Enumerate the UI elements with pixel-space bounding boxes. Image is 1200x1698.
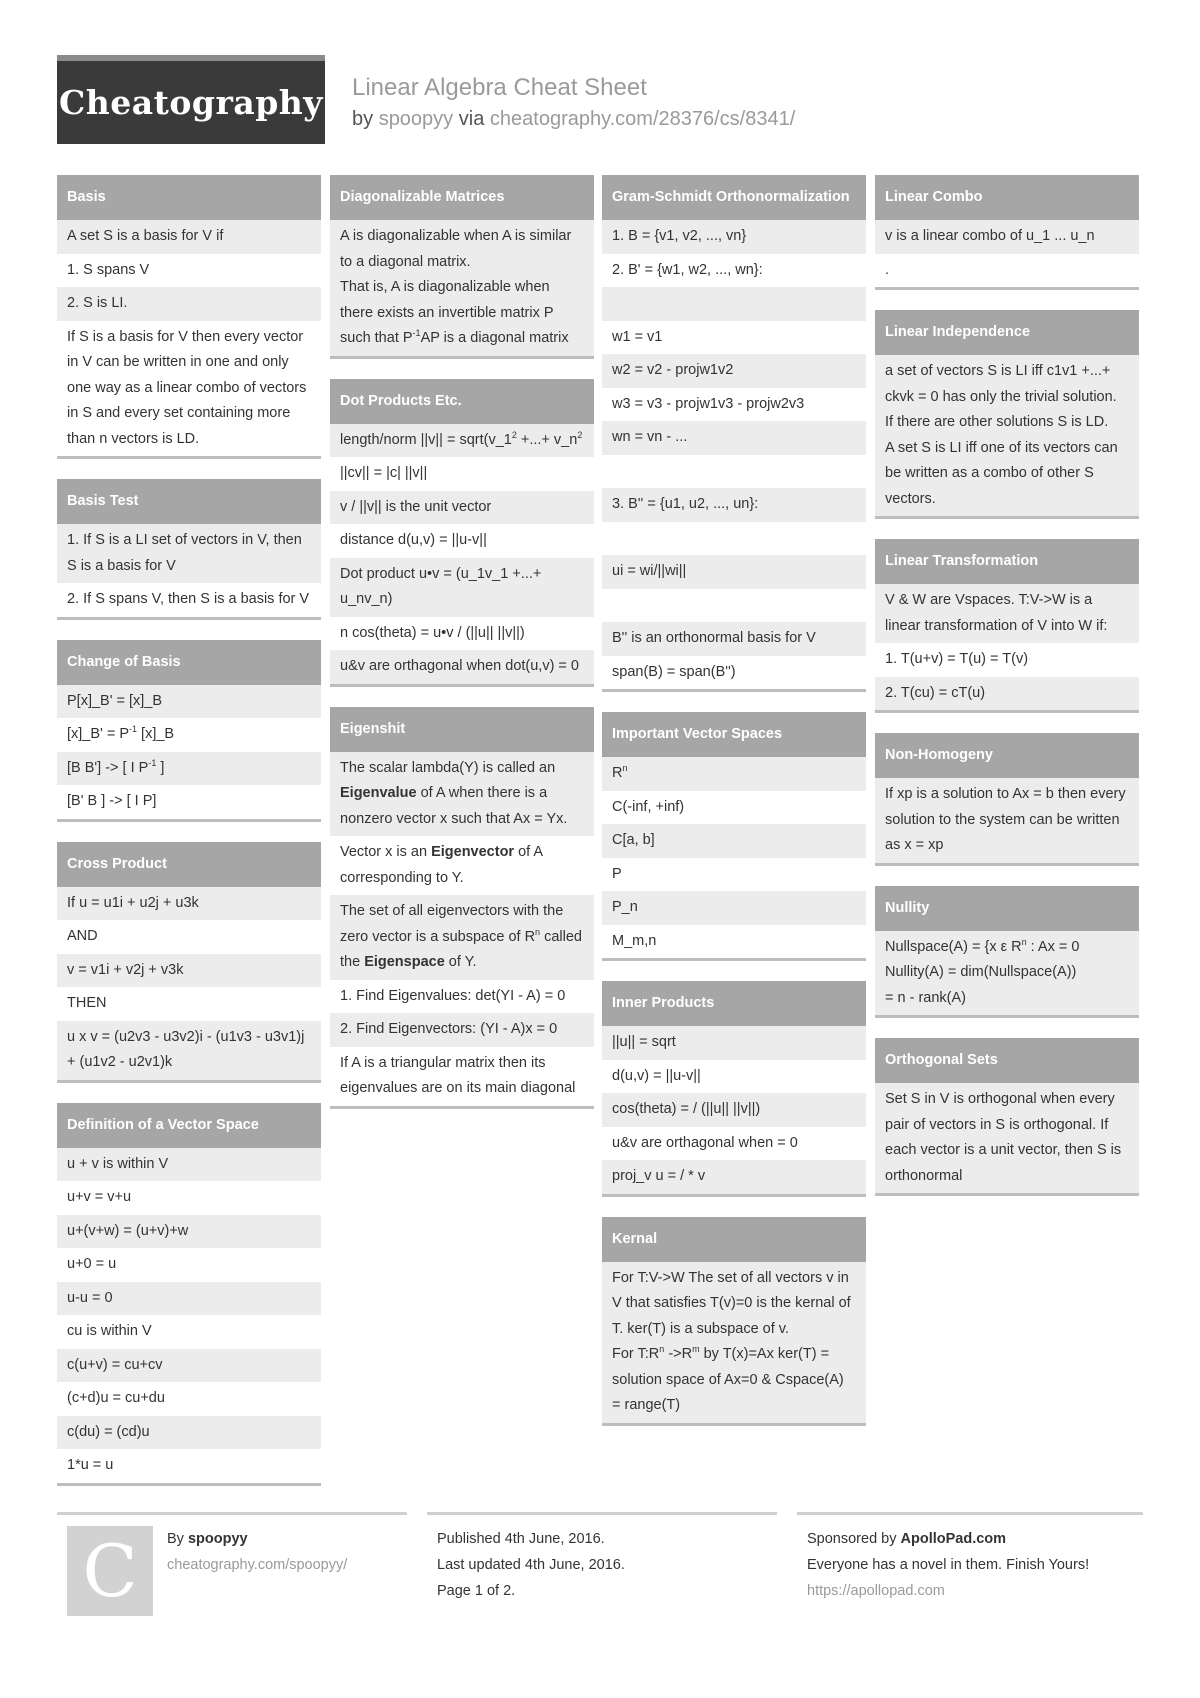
footer-divider-2: [427, 1512, 777, 1515]
table-row: M_m,n: [602, 925, 866, 959]
table-row: $R^n$: [602, 757, 866, 791]
table-row: length/norm $||v|| = sqrt(v\_1^2$ +...+ $v\_n^2$: [330, 424, 594, 458]
table-row: u-u = 0: [57, 1282, 321, 1316]
published-date: Published 4th June, 2016.: [437, 1531, 605, 1547]
section-title: Orthogonal Sets: [875, 1038, 1139, 1083]
table-row: 1. S spans V: [57, 254, 321, 288]
table-row: u+v = v+u: [57, 1181, 321, 1215]
table-row: v / ||v|| is the unit vector: [330, 491, 594, 525]
table-row: 1. Find Eigenvalues: det(YI - A) = 0: [330, 980, 594, 1014]
table-row: B'' is an orthonormal basis for V: [602, 622, 866, 656]
section-body: [602, 220, 866, 689]
section-linear-combo: [875, 175, 1139, 290]
table-row: For T:V->W The set of all vectors v in V that satisfies T(v)=0 is the kernal of T. ker(T) is a subspace of v. For $T:R^n$ $->R^m$ by T(x)=Ax ker(T) = solution space of Ax=0 & Cspace(A) = range(T): [602, 1262, 866, 1423]
section-title: Diagonalizable Matrices: [330, 175, 594, 220]
sheet-url-link[interactable]: cheatography.com/28376/cs/8341/: [489, 108, 796, 130]
table-row: 2. If S spans V, then S is a basis for V: [57, 583, 321, 617]
section-body: [602, 1026, 866, 1194]
section-title: Non-Homogeny: [875, 733, 1139, 778]
column-1: [57, 175, 321, 1506]
section-title: Kernal: [602, 1217, 866, 1262]
table-row: v is a linear combo of u_1 ... u_n: [875, 220, 1139, 254]
section-body: [602, 757, 866, 958]
section-body: [57, 220, 321, 456]
table-row: Dot product u•v = (u_1v_1 +...+ u_nv_n): [330, 558, 594, 617]
section-title: Linear Transformation: [875, 539, 1139, 584]
cheatography-logo[interactable]: [57, 55, 325, 144]
table-row: span(B) = span(B''): [602, 656, 866, 690]
byline: [352, 108, 795, 131]
section-body: [875, 931, 1139, 1016]
table-row: 2. T(cu) = cT(u): [875, 677, 1139, 711]
section-cross-product: [57, 842, 321, 1083]
table-row: wn = vn - ...: [602, 421, 866, 455]
section-body: [875, 584, 1139, 710]
section-linear-independence: [875, 310, 1139, 519]
table-row: u+0 = u: [57, 1248, 321, 1282]
column-4: [875, 175, 1139, 1216]
table-row: u x v = (u2v3 - u3v2)i - (u1v3 - u3v1)j + (u1v2 - u2v1)k: [57, 1021, 321, 1080]
table-row: [602, 589, 866, 623]
table-row: (c+d)u = cu+du: [57, 1382, 321, 1416]
section-title: Dot Products Etc.: [330, 379, 594, 424]
section-body: [57, 685, 321, 819]
table-row: ui = wi/||wi||: [602, 555, 866, 589]
table-row: u+(v+w) = (u+v)+w: [57, 1215, 321, 1249]
table-row: c(du) = (cd)u: [57, 1416, 321, 1450]
section-body: [57, 1148, 321, 1483]
table-row: Set S in V is orthogonal when every pair of vectors in S is orthogonal. If each vector is a unit vector, then S is orthonormal: [875, 1083, 1139, 1193]
avatar[interactable]: [67, 1526, 153, 1616]
table-row: .: [875, 254, 1139, 288]
section-basis-test: [57, 479, 321, 620]
table-row: [602, 287, 866, 321]
table-row: If S is a basis for V then every vector in V can be written in one and only one way as a linear combo of vectors in S and every set containing more than n vectors is LD.: [57, 321, 321, 457]
section-inner-products: [602, 981, 866, 1197]
column-2: [330, 175, 594, 1129]
table-row: P_n: [602, 891, 866, 925]
section-body: [330, 424, 594, 684]
section-title: Basis: [57, 175, 321, 220]
section-title: Nullity: [875, 886, 1139, 931]
section-orthogonal-sets: [875, 1038, 1139, 1196]
section-change-of-basis: [57, 640, 321, 822]
section-title: Inner Products: [602, 981, 866, 1026]
table-row: If A is a triangular matrix then its eigenvalues are on its main diagonal: [330, 1047, 594, 1106]
section-body: [330, 752, 594, 1106]
title-block: [352, 74, 795, 131]
table-row: [602, 522, 866, 556]
table-row: 2. Find Eigenvectors: (YI - A)x = 0: [330, 1013, 594, 1047]
table-row: proj_v u = / * v: [602, 1160, 866, 1194]
table-row: cos(theta) = / (||u|| ||v||): [602, 1093, 866, 1127]
table-row: C(-inf, +inf): [602, 791, 866, 825]
section-body: [875, 1083, 1139, 1193]
section-body: [875, 355, 1139, 516]
section-definition-of-a-vector-space: [57, 1103, 321, 1486]
logo-text: Cheatography: [59, 83, 323, 122]
section-body: [57, 524, 321, 617]
section-nullity: [875, 886, 1139, 1019]
section-title: Cross Product: [57, 842, 321, 887]
table-row: The set of all eigenvectors with the zero vector is a subspace of $R^n$ called the Eigenspace of Y.: [330, 895, 594, 980]
section-body: [875, 220, 1139, 287]
section-title: Linear Independence: [875, 310, 1139, 355]
table-row: n cos(theta) = u•v / (||u|| ||v||): [330, 617, 594, 651]
column-3: [602, 175, 866, 1446]
table-row: [x]_B' = $P^{-1}$ [x]_B: [57, 718, 321, 752]
footer-by-label: By: [167, 1531, 184, 1547]
author-link[interactable]: spoopyy: [378, 108, 454, 130]
table-row: 2. B' = {w1, w2, ..., wn}:: [602, 254, 866, 288]
section-eigenshit: [330, 707, 594, 1109]
section-body: [602, 1262, 866, 1423]
footer-dates: [437, 1526, 625, 1604]
table-row: If xp is a solution to Ax = b then every solution to the system can be written as x = xp: [875, 778, 1139, 863]
table-row: [602, 455, 866, 489]
table-row: a set of vectors S is LI iff c1v1 +...+ ckvk = 0 has only the trivial solution. If there are other solutions S is LD. A set S is LI iff one of its vectors can be written as a combo of other S vectors.: [875, 355, 1139, 516]
table-row: u + v is within V: [57, 1148, 321, 1182]
table-row: 1. If S is a LI set of vectors in V, then S is a basis for V: [57, 524, 321, 583]
table-row: distance d(u,v) = ||u-v||: [330, 524, 594, 558]
table-row: ||u|| = sqrt: [602, 1026, 866, 1060]
table-row: 1. B = {v1, v2, ..., vn}: [602, 220, 866, 254]
table-row: c(u+v) = cu+cv: [57, 1349, 321, 1383]
section-kernal: [602, 1217, 866, 1426]
table-row: ||cv|| = |c| ||v||: [330, 457, 594, 491]
table-row: P: [602, 858, 866, 892]
table-row: The scalar lambda(Y) is called an Eigenvalue of A when there is a nonzero vector x such that Ax = Yx.: [330, 752, 594, 837]
footer-author: [167, 1526, 347, 1578]
updated-date: Last updated 4th June, 2016.: [437, 1557, 625, 1573]
footer-author-name[interactable]: spoopyy: [187, 1531, 248, 1547]
section-basis: [57, 175, 321, 459]
sponsor-url[interactable]: https://apollopad.com: [807, 1583, 945, 1599]
section-title: Definition of a Vector Space: [57, 1103, 321, 1148]
table-row: cu is within V: [57, 1315, 321, 1349]
section-important-vector-spaces: [602, 712, 866, 961]
table-row: C[a, b]: [602, 824, 866, 858]
sponsored-label: Sponsored by: [807, 1531, 897, 1547]
section-title: Basis Test: [57, 479, 321, 524]
table-row: u&v are orthagonal when dot(u,v) = 0: [330, 650, 594, 684]
section-diagonalizable-matrices: [330, 175, 594, 359]
table-row: V & W are Vspaces. T:V->W is a linear transformation of V into W if:: [875, 584, 1139, 643]
table-row: 1. T(u+v) = T(u) = T(v): [875, 643, 1139, 677]
table-row: If u = u1i + u2j + u3k: [57, 887, 321, 921]
footer-author-url[interactable]: cheatography.com/spoopyy/: [167, 1557, 348, 1573]
table-row: v = v1i + v2j + v3k: [57, 954, 321, 988]
section-gram-schmidt-orthonormalization: [602, 175, 866, 692]
table-row: 3. B'' = {u1, u2, ..., un}:: [602, 488, 866, 522]
page-title: Linear Algebra Cheat Sheet: [352, 74, 647, 101]
table-row: A is diagonalizable when A is similar to a diagonal matrix. That is, A is diagonalizable when there exists an invertible matrix P such that $P^{-1}AP$ is a diagonal matrix: [330, 220, 594, 356]
table-row: d(u,v) = ||u-v||: [602, 1060, 866, 1094]
table-row: 2. S is LI.: [57, 287, 321, 321]
by-label: by: [352, 108, 374, 130]
section-title: Gram-Schmidt Orthonormalization: [602, 175, 866, 220]
table-row: AND: [57, 920, 321, 954]
table-row: [B' B ] -> [ I P]: [57, 785, 321, 819]
section-title: Change of Basis: [57, 640, 321, 685]
footer-divider-1: [57, 1512, 407, 1515]
section-linear-transformation: [875, 539, 1139, 713]
table-row: w1 = v1: [602, 321, 866, 355]
section-dot-products-etc: [330, 379, 594, 687]
table-row: [B B'] -> [ I $P^{-1}$ ]: [57, 752, 321, 786]
via-label: via: [458, 108, 485, 130]
section-non-homogeny: [875, 733, 1139, 866]
table-row: Nullspace(A) = {x ε $R^n$ : Ax = 0 Nullity(A) = dim(Nullspace(A)) = n - rank(A): [875, 931, 1139, 1016]
table-row: 1*u = u: [57, 1449, 321, 1483]
section-title: Linear Combo: [875, 175, 1139, 220]
page-number: Page 1 of 2.: [437, 1583, 516, 1599]
section-body: [875, 778, 1139, 863]
section-title: Eigenshit: [330, 707, 594, 752]
avatar-letter: C: [82, 1529, 138, 1613]
table-row: P[x]_B' = [x]_B: [57, 685, 321, 719]
table-row: Vector x is an Eigenvector of A corresponding to Y.: [330, 836, 594, 895]
section-title: Important Vector Spaces: [602, 712, 866, 757]
table-row: THEN: [57, 987, 321, 1021]
section-body: [57, 887, 321, 1080]
table-row: w3 = v3 - projw1v3 - projw2v3: [602, 388, 866, 422]
sponsor-tagline: Everyone has a novel in them. Finish Yours!: [807, 1557, 1090, 1573]
footer-sponsor: [807, 1526, 1089, 1604]
sponsor-link[interactable]: ApolloPad.com: [900, 1531, 1007, 1547]
section-body: [330, 220, 594, 356]
table-row: w2 = v2 - projw1v2: [602, 354, 866, 388]
table-row: A set S is a basis for V if: [57, 220, 321, 254]
footer-divider-3: [797, 1512, 1143, 1515]
table-row: u&v are orthagonal when = 0: [602, 1127, 866, 1161]
